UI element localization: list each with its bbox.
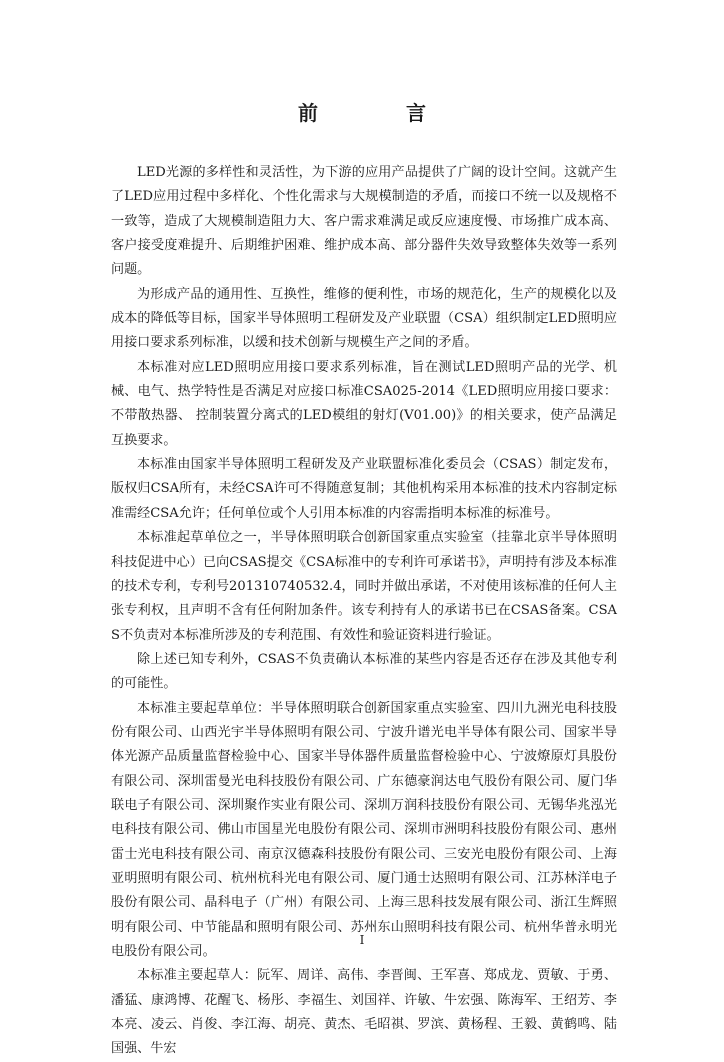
paragraph-intro: LED光源的多样性和灵活性，为下游的应用产品提供了广阔的设计空间。这就产生了LED应用过程中多样化、个性化需求与大规模制造的矛盾，而接口不统一以及规格不一致等，造成了大规模制造阻力大、客户需求难满足或反应速度慢、市场推广成本高、客户接受度难提升、后期维护困难、维护成本高、部分器件失效导致整体失效等一系列问题。 — [111, 165, 617, 278]
paragraph-patent-disclaimer: 除上述已知专利外，CSAS不负责确认本标准的某些内容是否还存在涉及其他专利的可能性。 — [111, 651, 617, 692]
paragraph-goals: 为形成产品的通用性、互换性，维修的便利性，市场的规范化，生产的规模化以及成本的降低等目标，国家半导体照明工程研发及产业联盟（CSA）组织制定LED照明应用接口要求系列标准，以缓和技术创新与规模生产之间的矛盾。 — [111, 286, 617, 351]
paragraph-scope: 本标准对应LED照明应用接口要求系列标准，旨在测试LED照明产品的光学、机械、电气、热学特性是否满足对应接口标准CSA025-2014《LED照明应用接口要求：不带散热器、 控制装置分离式的LED模组的射灯(V01.00)》的相关要求，使产品满足互换要求。 — [111, 359, 617, 448]
page-number: I — [359, 933, 365, 947]
paragraph-copyright: 本标准由国家半导体照明工程研发及产业联盟标准化委员会（CSAS）制定发布，版权归CSA所有，未经CSA许可不得随意复制；其他机构采用本标准的技术内容制定标准需经CSA允许；任何单位或个人引用本标准的内容需指明本标准的标准号。 — [111, 457, 617, 521]
paragraph-drafting-units: 本标准主要起草单位：半导体照明联合创新国家重点实验室、四川九洲光电科技股份有限公司、山西光宇半导体照明有限公司、宁波升谱光电半导体有限公司、国家半导体光源产品质量监督检验中心、国家半导体器件质量监督检验中心、宁波燎原灯具股份有限公司、深圳雷曼光电科技股份有限公司、广东德豪润达电气股份有限公司、厦门华联电子有限公司、深圳聚作实业有限公司、深圳万润科技股份有限公司、无锡华兆泓光电科技有限公司、佛山市国星光电股份有限公司、深圳市洲明科技股份有限公司、惠州雷士光电科技有限公司、南京汉德森科技股份有限公司、三安光电股份有限公司、上海亚明照明有限公司、杭州杭科光电有限公司、厦门通士达照明有限公司、江苏林洋电子股份有限公司、晶科电子（广州）有限公司、上海三思科技发展有限公司、浙江生辉照明有限公司、中节能晶和照明有限公司、苏州东山照明科技有限公司、杭州华普永明光电股份有限公司。 — [111, 700, 617, 959]
page-title: 前 言 — [298, 101, 460, 125]
document-body — [111, 161, 617, 1062]
paragraph-drafters: 本标准主要起草人：阮军、周详、高伟、李晋闽、王军喜、郑成龙、贾敏、于勇、潘猛、康鸿博、花醒飞、杨彤、李福生、刘国祥、许敏、牛宏强、陈海军、王绍芳、李本亮、凌云、肖俊、李江海、胡亮、黄杰、毛昭祺、罗滨、黄杨程、王毅、黄鹤鸣、陆国强、牛宏 — [111, 968, 617, 1057]
paragraph-patent: 本标准起草单位之一，半导体照明联合创新国家重点实验室（挂靠北京半导体照明科技促进中心）已向CSAS提交《CSA标准中的专利许可承诺书》，声明持有涉及本标准的技术专利，专利号201310740532.4，同时并做出承诺，不对使用该标准的任何人主张专利权，且声明不含有任何附加条件。该专利持有人的承诺书已在CSAS备案。CSAS不负责对本标准所涉及的专利范围、有效性和验证资料进行验证。 — [111, 530, 617, 643]
